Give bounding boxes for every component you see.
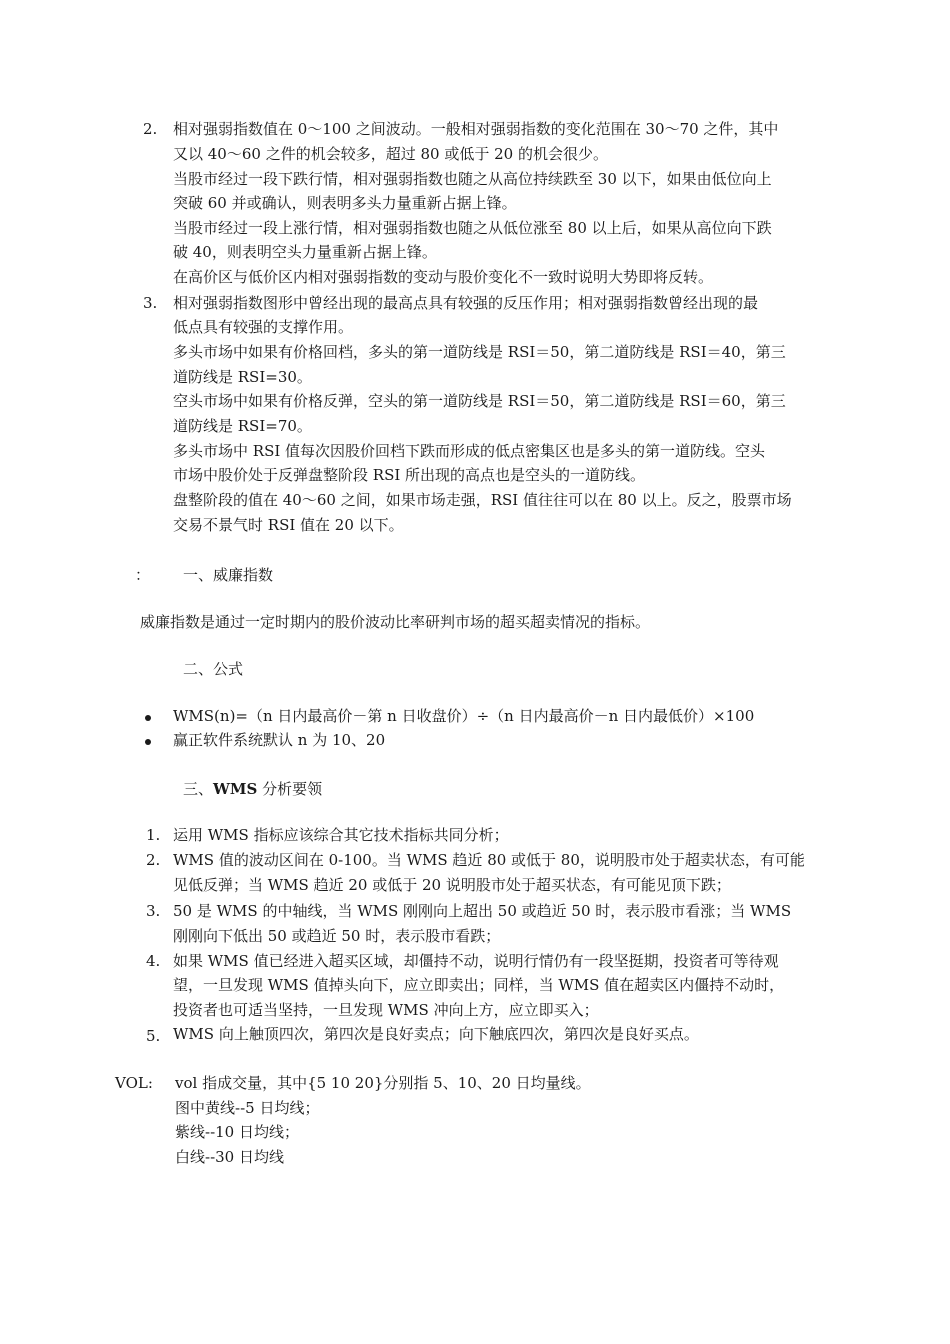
section-heading: 二、公式	[183, 660, 244, 678]
vol-line: vol 指成交量，其中{5 10 20}分别指 5、10、20 日均量线。	[175, 1074, 591, 1092]
paragraph-line: 当股市经过一段下跌行情，相对强弱指数也随之从高位持续跌至 30 以下，如果由低位向上	[173, 170, 772, 188]
paragraph-line: 市场中股价处于反弹盘整阶段 RSI 所出现的高点也是空头的一道防线。	[173, 466, 646, 484]
heading-prefix: 三、	[183, 780, 214, 798]
bullet-dot	[145, 715, 151, 721]
paragraph-line: 运用 WMS 指标应该综合其它技术指标共同分析；	[173, 826, 509, 844]
section-heading	[183, 779, 322, 799]
paragraph-line: 50 是 WMS 的中轴线，当 WMS 刚刚向上超出 50 或趋近 50 时，表示股市看涨；当 WMS	[173, 902, 792, 920]
paragraph-line: 多头市场中如果有价格回档，多头的第一道防线是 RSI＝50，第二道防线是 RSI＝40，第三	[173, 343, 786, 361]
paragraph-line: WMS 值的波动区间在 0-100。当 WMS 趋近 80 或低于 80，说明股市处于超卖状态，有可能	[173, 851, 805, 869]
paragraph-line: 望，一旦发现 WMS 值掉头向下，应立即卖出；同样，当 WMS 值在超卖区内僵持不动时，	[173, 976, 785, 994]
paragraph-line: WMS 向上触顶四次，第四次是良好卖点；向下触底四次，第四次是良好买点。	[173, 1025, 699, 1043]
section-colon: ：	[135, 566, 151, 584]
vol-line: 白线--30 日均线	[175, 1148, 284, 1166]
paragraph-line: 道防线是 RSI=30。	[173, 368, 312, 386]
paragraph-line: 交易不景气时 RSI 值在 20 以下。	[173, 516, 404, 534]
list-number: 2.	[143, 120, 158, 138]
paragraph-line: 如果 WMS 值已经进入超买区域，却僵持不动，说明行情仍有一段坚挺期，投资者可等待观	[173, 952, 779, 970]
paragraph-line: 道防线是 RSI=70。	[173, 417, 312, 435]
vol-label: VOL:	[115, 1074, 153, 1092]
paragraph-line: 相对强弱指数值在 0～100 之间波动。一般相对强弱指数的变化范围在 30～70 之件，其中	[173, 120, 779, 138]
vol-line: 图中黄线--5 日均线；	[175, 1099, 320, 1117]
paragraph-line: 投资者也可适当坚持，一旦发现 WMS 冲向上方，应立即买入；	[173, 1001, 599, 1019]
list-number: 3.	[146, 902, 161, 920]
bullet-dot	[145, 739, 151, 745]
paragraph-line: 当股市经过一段上涨行情，相对强弱指数也随之从低位涨至 80 以上后，如果从高位向下跌	[173, 219, 772, 237]
paragraph-line: 盘整阶段的值在 40～60 之间，如果市场走强，RSI 值往往可以在 80 以上。反之，股票市场	[173, 491, 792, 509]
paragraph-line: 刚刚向下低出 50 或趋近 50 时，表示股市看跌；	[173, 927, 501, 945]
paragraph-line: 相对强弱指数图形中曾经出现的最高点具有较强的反压作用；相对强弱指数曾经出现的最	[173, 294, 759, 312]
wms-intro: 威廉指数是通过一定时期内的股价波动比率研判市场的超买超卖情况的指标。	[140, 613, 651, 631]
paragraph-line: 突破 60 并或确认，则表明多头力量重新占据上锋。	[173, 194, 517, 212]
paragraph-line: 多头市场中 RSI 值每次因股价回档下跌而形成的低点密集区也是多头的第一道防线。空头	[173, 442, 766, 460]
list-number: 2.	[146, 851, 161, 869]
heading-bold: WMS	[213, 780, 258, 798]
list-number: 1.	[146, 826, 161, 844]
list-number: 3.	[143, 294, 158, 312]
list-number: 5.	[146, 1027, 161, 1045]
formula-line: WMS(n)=（n 日内最高价－第 n 日收盘价）÷（n 日内最高价－n 日内最低价）×100	[173, 707, 755, 725]
paragraph-line: 又以 40～60 之件的机会较多，超过 80 或低于 20 的机会很少。	[173, 145, 608, 163]
paragraph-line: 空头市场中如果有价格反弹，空头的第一道防线是 RSI＝50，第二道防线是 RSI＝60，第三	[173, 392, 786, 410]
list-number: 4.	[146, 952, 161, 970]
paragraph-line: 在高价区与低价区内相对强弱指数的变动与股价变化不一致时说明大势即将反转。	[173, 268, 714, 286]
vol-line: 紫线--10 日均线；	[175, 1123, 299, 1141]
paragraph-line: 低点具有较强的支撑作用。	[173, 318, 354, 336]
heading-suffix: 分析要领	[257, 780, 323, 798]
paragraph-line: 破 40，则表明空头力量重新占据上锋。	[173, 243, 437, 261]
section-heading: 一、威廉指数	[183, 566, 274, 584]
paragraph-line: 见低反弹；当 WMS 趋近 20 或低于 20 说明股市处于超买状态，有可能见顶下跌；	[173, 876, 731, 894]
default-param-line: 赢正软件系统默认 n 为 10、20	[173, 731, 386, 749]
